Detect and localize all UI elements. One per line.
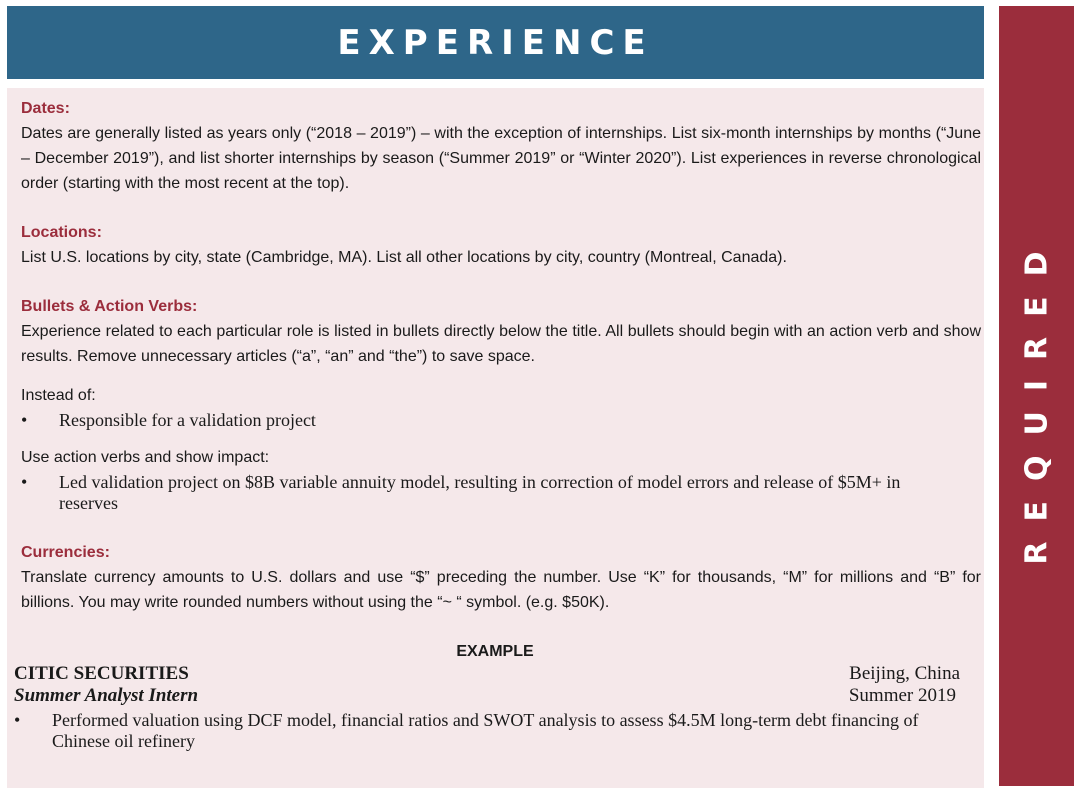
- use-bullet-text: Led validation project on $8B variable annuity model, resulting in correction of model errors and release of $5M+ in reserves: [59, 472, 901, 513]
- instead-bullet-text: Responsible for a validation project: [59, 410, 316, 430]
- header-title: EXPERIENCE: [337, 22, 654, 63]
- example-location: Beijing, China: [849, 663, 960, 684]
- bullet-icon: •: [14, 710, 21, 730]
- locations-title: Locations:: [21, 224, 102, 241]
- use-label: Use action verbs and show impact:: [21, 449, 270, 466]
- example-bullet-text: Performed valuation using DCF model, financial ratios and SWOT analysis to assess $4.5M long-term debt financing of Chinese oil refinery: [52, 710, 919, 751]
- example-role: Summer Analyst Intern: [14, 685, 199, 706]
- bullets-body: Experience related to each particular role is listed in bullets directly below the title. All bullets should begin with an action verb and show results. Remove unnecessary articles (“a”, “an” and “the”) to save space.: [21, 323, 981, 365]
- example-period: Summer 2019: [848, 685, 956, 706]
- required-sidebar: [999, 6, 1074, 786]
- example-label: EXAMPLE: [456, 643, 534, 660]
- example-bullet: [14, 710, 939, 752]
- example-company: CITIC SECURITIES: [14, 663, 189, 684]
- bullet-icon: •: [21, 472, 28, 492]
- currencies-title: Currencies:: [21, 544, 110, 561]
- bullet-icon: •: [21, 410, 28, 430]
- dates-title: Dates:: [21, 100, 70, 117]
- instead-label: Instead of:: [21, 387, 96, 404]
- dates-body: Dates are generally listed as years only (“2018 – 2019”) – with the exception of internships. List six-month internships by months (“June – December 2019”), and list shorter internships by season (“Summer 2019” or “Winter 2020”). List experiences in reverse chronological order (starting with the most recent at the top).: [21, 125, 981, 192]
- use-bullet: [21, 472, 941, 514]
- currencies-body: Translate currency amounts to U.S. dollars and use “$” preceding the number. Use “K” for thousands, “M” for millions and “B” for billions. You may write rounded numbers without using the “~ “ symbol. (e.g. $50K).: [21, 569, 981, 611]
- instead-bullet: [21, 410, 941, 431]
- section-header: [7, 6, 984, 79]
- required-label: REQUIRED: [1019, 231, 1054, 565]
- bullets-title: Bullets & Action Verbs:: [21, 298, 198, 315]
- locations-body: List U.S. locations by city, state (Cambridge, MA). List all other locations by city, country (Montreal, Canada).: [21, 249, 787, 266]
